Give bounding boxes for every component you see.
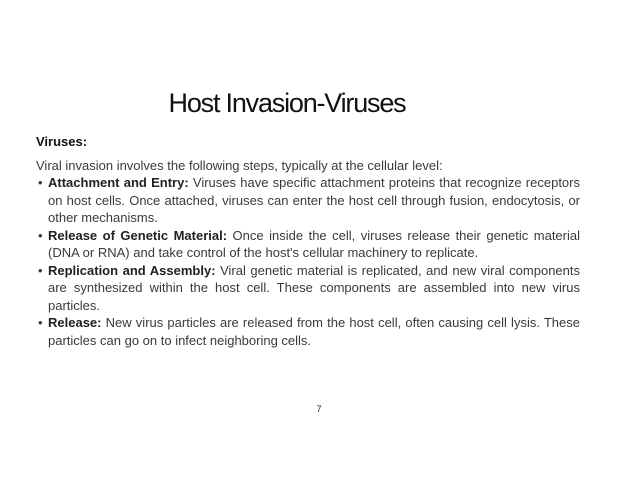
bullet-icon: • bbox=[38, 175, 43, 190]
list-item-release-genetic bbox=[36, 227, 580, 262]
step-text: Once inside the cell, viruses release their genetic material (DNA or RNA) and take control of the host's cellular machinery to replicate. bbox=[48, 227, 581, 260]
page-number: 7 bbox=[316, 404, 322, 414]
step-text: Viruses have specific attachment proteins that recognize receptors on host cells. Once attached, viruses can enter the host cell through fusion, endocytosis, or other mechanisms. bbox=[48, 175, 580, 225]
bullet-icon: • bbox=[38, 262, 43, 278]
section-heading: Viruses: bbox=[36, 134, 88, 149]
step-text: New virus particles are released from the host cell, often causing cell lysis. These particles can go on to infect neighboring cells. bbox=[48, 315, 580, 348]
slide-title: Host Invasion-Viruses bbox=[168, 88, 406, 118]
step-term: Release of Genetic Material: bbox=[48, 227, 228, 243]
slide-content bbox=[36, 133, 580, 349]
step-term: Replication and Assembly: bbox=[48, 262, 216, 278]
list-item-replication bbox=[36, 262, 580, 315]
steps-list bbox=[36, 174, 580, 349]
step-term: Attachment and Entry: bbox=[48, 175, 189, 190]
bullet-icon: • bbox=[38, 227, 43, 243]
list-item-attachment bbox=[36, 174, 580, 227]
list-item-release bbox=[36, 314, 580, 349]
step-text: Viral genetic material is replicated, and new viral components are synthesized within the host cell. These components are assembled into new virus particles. bbox=[48, 262, 580, 313]
bullet-icon: • bbox=[38, 315, 43, 330]
intro-text: Viral invasion involves the following steps, typically at the cellular level: bbox=[36, 157, 443, 173]
step-term: Release: bbox=[48, 315, 102, 330]
